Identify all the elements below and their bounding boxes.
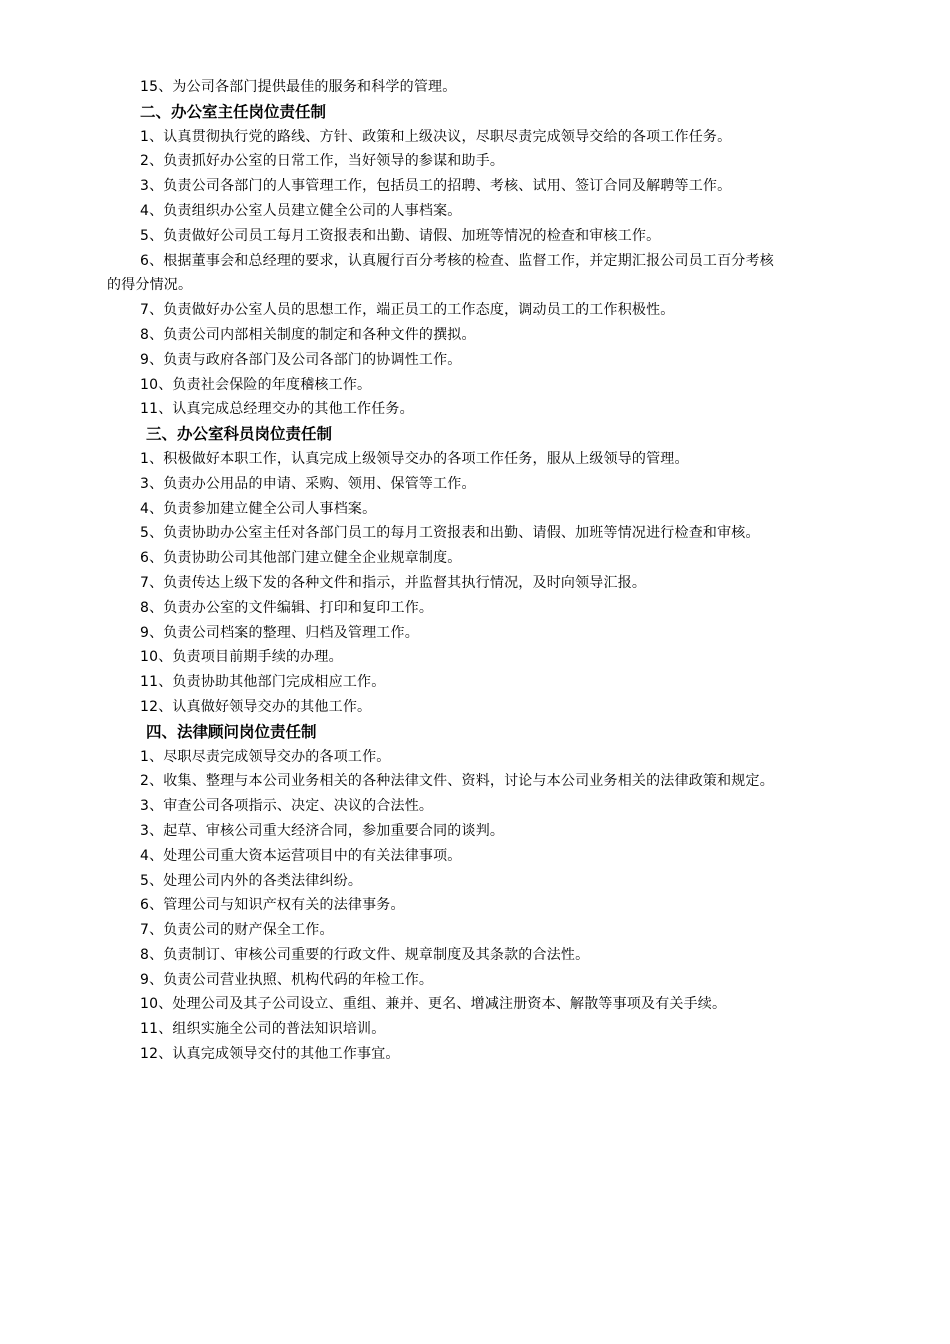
list-item: 4、处理公司重大资本运营项目中的有关法律事项。 (140, 847, 462, 864)
list-item: 6、负责协助公司其他部门建立健全企业规章制度。 (140, 550, 462, 567)
list-item: 12、认真做好领导交办的其他工作。 (140, 698, 372, 715)
paragraph-item-15: 15、为公司各部门提供最佳的服务和科学的管理。 (140, 79, 457, 95)
list-item: 10、处理公司及其子公司设立、重组、兼并、更名、增减注册资本、解散等事项及有关手续。 (140, 996, 727, 1013)
list-item: 7、负责传达上级下发的各种文件和指示，并监督其执行情况，及时向领导汇报。 (140, 574, 647, 591)
list-item: 9、负责与政府各部门及公司各部门的协调性工作。 (140, 351, 462, 368)
list-item: 11、认真完成总经理交办的其他工作任务。 (140, 401, 414, 418)
list-item-wrapped-continuation: 的得分情况。 (107, 277, 193, 294)
list-item: 9、负责公司营业执照、机构代码的年检工作。 (140, 971, 434, 988)
list-item: 9、负责公司档案的整理、归档及管理工作。 (140, 624, 419, 641)
list-item: 2、负责抓好办公室的日常工作，当好领导的参谋和助手。 (140, 153, 505, 170)
list-item: 3、负责办公用品的申请、采购、领用、保管等工作。 (140, 475, 476, 492)
section-heading-office-director: 二、办公室主任岗位责任制 (140, 102, 327, 121)
list-item: 5、负责做好公司员工每月工资报表和出勤、请假、加班等情况的检查和审核工作。 (140, 227, 661, 244)
list-item: 12、认真完成领导交付的其他工作事宜。 (140, 1046, 400, 1063)
list-item: 8、负责公司内部相关制度的制定和各种文件的撰拟。 (140, 326, 476, 343)
list-item: 7、负责做好办公室人员的思想工作，端正员工的工作态度，调动员工的工作积极性。 (140, 302, 675, 319)
list-item: 7、负责公司的财产保全工作。 (140, 922, 334, 939)
list-item: 10、负责社会保险的年度稽核工作。 (140, 376, 372, 393)
list-item-wrapped-start: 6、根据董事会和总经理的要求，认真履行百分考核的检查、监督工作，并定期汇报公司员工百分考核 (140, 252, 774, 269)
document-page (0, 75, 950, 1067)
section-heading-office-clerk: 三、办公室科员岗位责任制 (146, 425, 333, 444)
list-item: 11、组织实施全公司的普法知识培训。 (140, 1021, 386, 1038)
list-item: 5、处理公司内外的各类法律纠纷。 (140, 872, 363, 889)
list-item: 1、尽职尽责完成领导交办的各项工作。 (140, 748, 391, 765)
list-item: 8、负责制订、审核公司重要的行政文件、规章制度及其条款的合法性。 (140, 946, 590, 963)
list-item: 11、负责协助其他部门完成相应工作。 (140, 674, 386, 691)
list-item: 3、负责公司各部门的人事管理工作，包括员工的招聘、考核、试用、签订合同及解聘等工作。 (140, 178, 732, 195)
list-item: 1、积极做好本职工作，认真完成上级领导交办的各项工作任务，服从上级领导的管理。 (140, 450, 689, 467)
list-item: 6、管理公司与知识产权有关的法律事务。 (140, 897, 405, 914)
list-item: 3、起草、审核公司重大经济合同，参加重要合同的谈判。 (140, 822, 505, 839)
list-item: 2、收集、整理与本公司业务相关的各种法律文件、资料，讨论与本公司业务相关的法律政策和规定。 (140, 773, 774, 790)
list-item: 3、审查公司各项指示、决定、决议的合法性。 (140, 798, 434, 815)
list-item: 5、负责协助办公室主任对各部门员工的每月工资报表和出勤、请假、加班等情况进行检查和审核。 (140, 525, 760, 542)
list-item: 4、负责组织办公室人员建立健全公司的人事档案。 (140, 202, 462, 219)
section-heading-legal-counsel: 四、法律顾问岗位责任制 (146, 722, 317, 741)
list-item: 1、认真贯彻执行党的路线、方针、政策和上级决议，尽职尽责完成领导交给的各项工作任务。 (140, 128, 732, 145)
list-item: 4、负责参加建立健全公司人事档案。 (140, 500, 377, 517)
list-item: 10、负责项目前期手续的办理。 (140, 649, 343, 666)
list-item: 8、负责办公室的文件编辑、打印和复印工作。 (140, 599, 434, 616)
